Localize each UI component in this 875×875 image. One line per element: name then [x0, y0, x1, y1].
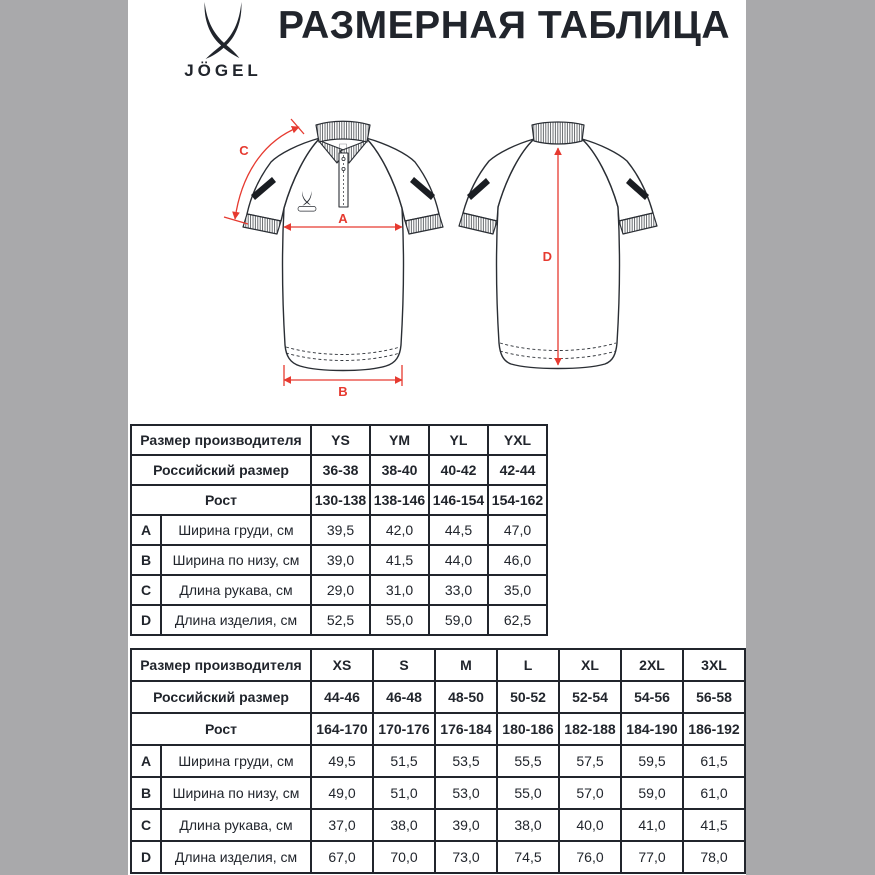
dim-label-b: B — [338, 384, 348, 399]
header-value-cell: 146-154 — [429, 485, 488, 515]
dim-label-c: C — [239, 143, 249, 158]
measurement-label-cell: Ширина груди, см — [161, 515, 311, 545]
document-page — [128, 0, 746, 875]
value-cell: 42,0 — [370, 515, 429, 545]
header-value-cell: XL — [559, 649, 621, 681]
value-cell: 41,5 — [370, 545, 429, 575]
header-value-cell: 46-48 — [373, 681, 435, 713]
value-cell: 53,5 — [435, 745, 497, 777]
value-cell: 38,0 — [497, 809, 559, 841]
header-label-cell: Рост — [131, 485, 311, 515]
dim-label-d: D — [542, 249, 552, 264]
value-cell: 41,0 — [621, 809, 683, 841]
measurement-label-cell: Длина изделия, см — [161, 841, 311, 873]
header-value-cell: 36-38 — [311, 455, 370, 485]
size-table — [130, 648, 746, 874]
value-cell: 78,0 — [683, 841, 745, 873]
value-cell: 59,5 — [621, 745, 683, 777]
measurement-label-cell: Длина рукава, см — [161, 575, 311, 605]
value-cell: 61,5 — [683, 745, 745, 777]
value-cell: 76,0 — [559, 841, 621, 873]
header-value-cell: 164-170 — [311, 713, 373, 745]
header-row — [131, 425, 547, 455]
value-cell: 57,0 — [559, 777, 621, 809]
header-row — [131, 485, 547, 515]
dimension-letter-cell: D — [131, 841, 161, 873]
header-value-cell: 176-184 — [435, 713, 497, 745]
youth-size-table — [130, 424, 548, 636]
measurement-row — [131, 777, 745, 809]
measurement-row — [131, 745, 745, 777]
value-cell: 70,0 — [373, 841, 435, 873]
value-cell: 38,0 — [373, 809, 435, 841]
dimension-letter-cell: A — [131, 745, 161, 777]
header-label-cell: Размер производителя — [131, 425, 311, 455]
value-cell: 61,0 — [683, 777, 745, 809]
measurement-row — [131, 515, 547, 545]
value-cell: 44,5 — [429, 515, 488, 545]
header-value-cell: 154-162 — [488, 485, 547, 515]
header-value-cell: YS — [311, 425, 370, 455]
value-cell: 59,0 — [429, 605, 488, 635]
header-label-cell: Российский размер — [131, 681, 311, 713]
measurement-label-cell: Длина рукава, см — [161, 809, 311, 841]
header-value-cell: 50-52 — [497, 681, 559, 713]
header-value-cell: 56-58 — [683, 681, 745, 713]
header-row — [131, 713, 745, 745]
value-cell: 55,0 — [497, 777, 559, 809]
value-cell: 55,5 — [497, 745, 559, 777]
header-value-cell: 2XL — [621, 649, 683, 681]
header-label-cell: Размер производителя — [131, 649, 311, 681]
measurement-label-cell: Длина изделия, см — [161, 605, 311, 635]
value-cell: 51,5 — [373, 745, 435, 777]
value-cell: 46,0 — [488, 545, 547, 575]
header-value-cell: 180-186 — [497, 713, 559, 745]
dim-label-a: A — [338, 211, 348, 226]
dimension-letter-cell: C — [131, 809, 161, 841]
dimension-letter-cell: A — [131, 515, 161, 545]
value-cell: 49,5 — [311, 745, 373, 777]
dimension-letter-cell: D — [131, 605, 161, 635]
header-value-cell: 40-42 — [429, 455, 488, 485]
header-value-cell: 44-46 — [311, 681, 373, 713]
value-cell: 39,5 — [311, 515, 370, 545]
value-cell: 51,0 — [373, 777, 435, 809]
value-cell: 37,0 — [311, 809, 373, 841]
header-value-cell: 130-138 — [311, 485, 370, 515]
value-cell: 39,0 — [311, 545, 370, 575]
header-value-cell: 48-50 — [435, 681, 497, 713]
value-cell: 52,5 — [311, 605, 370, 635]
measurement-label-cell: Ширина по низу, см — [161, 545, 311, 575]
header-value-cell: YM — [370, 425, 429, 455]
dimension-letter-cell: B — [131, 545, 161, 575]
value-cell: 41,5 — [683, 809, 745, 841]
value-cell: 59,0 — [621, 777, 683, 809]
measurement-row — [131, 809, 745, 841]
header-value-cell: 3XL — [683, 649, 745, 681]
value-cell: 57,5 — [559, 745, 621, 777]
header-value-cell: M — [435, 649, 497, 681]
header-value-cell: 138-146 — [370, 485, 429, 515]
value-cell: 74,5 — [497, 841, 559, 873]
dimension-letter-cell: B — [131, 777, 161, 809]
value-cell: 31,0 — [370, 575, 429, 605]
value-cell: 35,0 — [488, 575, 547, 605]
value-cell: 29,0 — [311, 575, 370, 605]
header-row — [131, 649, 745, 681]
measurement-row — [131, 575, 547, 605]
measurement-label-cell: Ширина по низу, см — [161, 777, 311, 809]
value-cell: 33,0 — [429, 575, 488, 605]
brand-logo — [168, 2, 278, 81]
size-diagram — [180, 95, 740, 410]
header-row — [131, 681, 745, 713]
value-cell: 44,0 — [429, 545, 488, 575]
measurement-label-cell: Ширина груди, см — [161, 745, 311, 777]
value-cell: 77,0 — [621, 841, 683, 873]
header-row — [131, 455, 547, 485]
value-cell: 67,0 — [311, 841, 373, 873]
header-value-cell: 182-188 — [559, 713, 621, 745]
measurement-row — [131, 841, 745, 873]
header-value-cell: 170-176 — [373, 713, 435, 745]
measurement-row — [131, 605, 547, 635]
page-title: РАЗМЕРНАЯ ТАБЛИЦА — [278, 4, 731, 47]
dimension-letter-cell: C — [131, 575, 161, 605]
header-value-cell: 184-190 — [621, 713, 683, 745]
measurement-row — [131, 545, 547, 575]
value-cell: 47,0 — [488, 515, 547, 545]
header-value-cell: 54-56 — [621, 681, 683, 713]
value-cell: 73,0 — [435, 841, 497, 873]
value-cell: 53,0 — [435, 777, 497, 809]
value-cell: 55,0 — [370, 605, 429, 635]
brand-wordmark: JÖGEL — [184, 61, 262, 80]
value-cell: 40,0 — [559, 809, 621, 841]
header-value-cell: 186-192 — [683, 713, 745, 745]
value-cell: 39,0 — [435, 809, 497, 841]
header-value-cell: 42-44 — [488, 455, 547, 485]
header-value-cell: YXL — [488, 425, 547, 455]
header-label-cell: Рост — [131, 713, 311, 745]
value-cell: 49,0 — [311, 777, 373, 809]
adult-size-table — [130, 648, 746, 874]
size-table — [130, 424, 548, 636]
header-value-cell: S — [373, 649, 435, 681]
front-shirt-drawing — [243, 121, 443, 370]
header-value-cell: L — [497, 649, 559, 681]
header-value-cell: XS — [311, 649, 373, 681]
header-value-cell: YL — [429, 425, 488, 455]
value-cell: 62,5 — [488, 605, 547, 635]
header-value-cell: 52-54 — [559, 681, 621, 713]
header-label-cell: Российский размер — [131, 455, 311, 485]
jogel-logo-icon — [188, 2, 258, 60]
header-value-cell: 38-40 — [370, 455, 429, 485]
